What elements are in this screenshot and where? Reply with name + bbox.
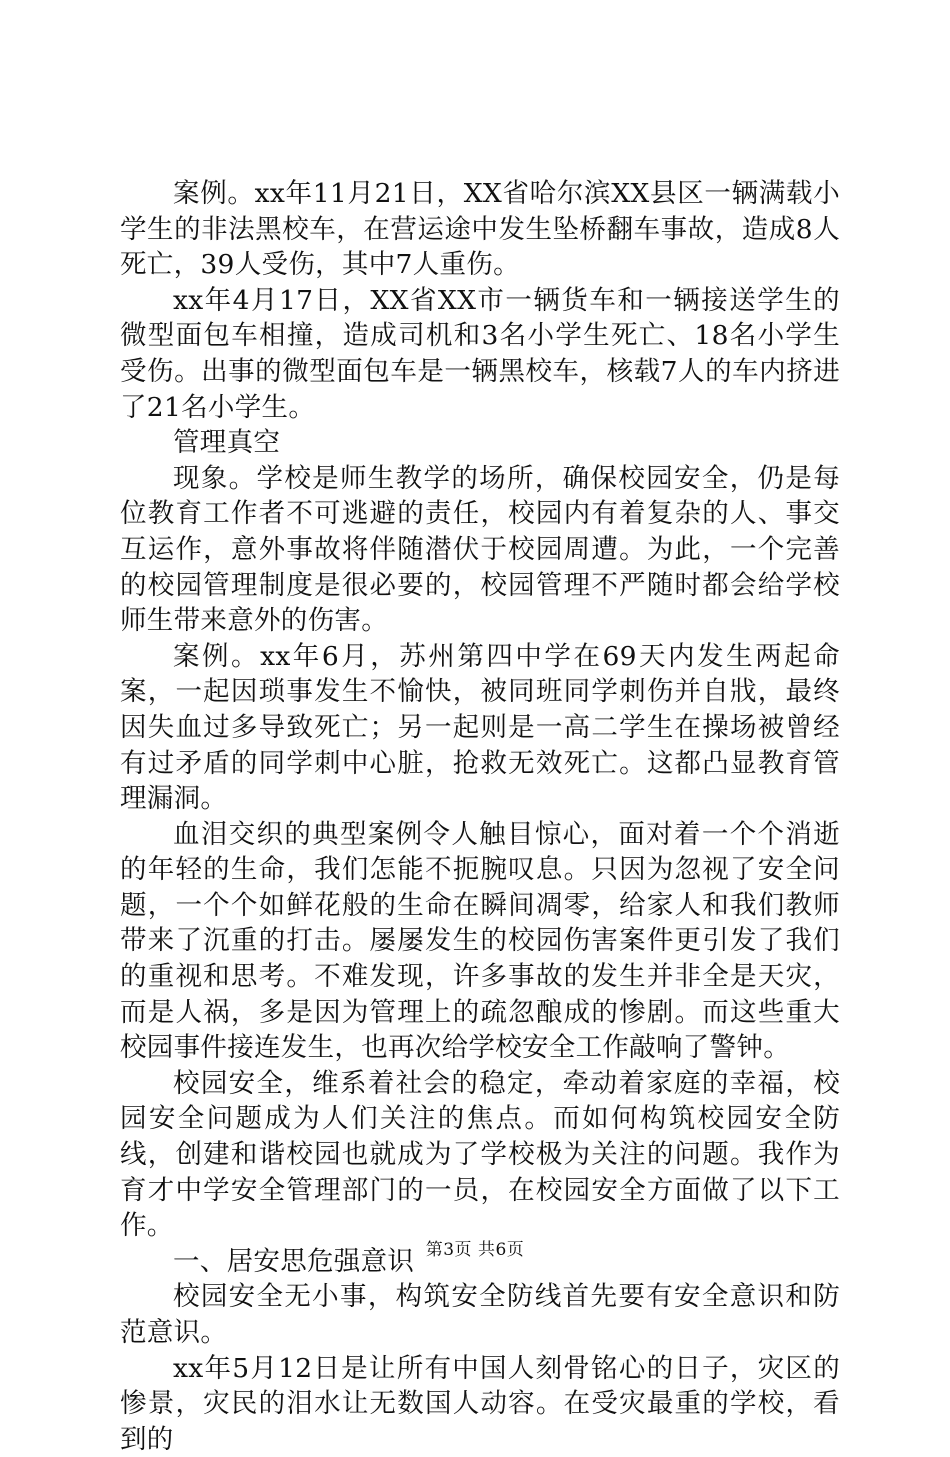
paragraph-phenomenon: 现象。学校是师生教学的场所，确保校园安全，仍是每位教育工作者不可逃避的责任，校园内有着复杂的人、事交互运作，意外事故将伴随潜伏于校园周遭。为此，一个完善的校园管理制度是很必要的，校园管理不严随时都会给学校师生带来意外的伤害。 xyxy=(120,462,840,637)
paragraph-case-minibus: xx年4月17日，XX省XX市一辆货车和一辆接送学生的微型面包车相撞，造成司机和3名小学生死亡、18名小学生受伤。出事的微型面包车是一辆黑校车，核载7人的车内挤进了21名小学生。 xyxy=(120,284,840,423)
paragraph-awareness: 校园安全无小事，构筑安全防线首先要有安全意识和防范意识。 xyxy=(120,1281,840,1348)
paragraph-earthquake: xx年5月12日是让所有中国人刻骨铭心的日子，灾区的惨景，灾民的泪水让无数国人动容。在受灾最重的学校，看到的 xyxy=(120,1352,840,1455)
paragraph-campus-safety: 校园安全，维系着社会的稳定，牵动着家庭的幸福，校园安全问题成为人们关注的焦点。而如何构筑校园安全防线，创建和谐校园也就成为了学校极为关注的问题。我作为育才中学安全管理部门的一员，在校园安全方面做了以下工作。 xyxy=(120,1067,840,1242)
section-heading-management-vacuum: 管理真空 xyxy=(173,427,281,459)
paragraph-case-school-bus: 案例。xx年11月21日，XX省哈尔滨XX县区一辆满载小学生的非法黑校车，在营运途中发生坠桥翻车事故，造成8人死亡，39人受伤，其中7人重伤。 xyxy=(120,178,840,281)
page-number-footer: 第3页 共6页 xyxy=(425,1240,525,1260)
paragraph-reflection: 血泪交织的典型案例令人触目惊心，面对着一个个消逝的年轻的生命，我们怎能不扼腕叹息。只因为忽视了安全问题，一个个如鲜花般的生命在瞬间凋零，给家人和我们教师带来了沉重的打击。屡屡发生的校园伤害案件更引发了我们的重视和思考。不难发现，许多事故的发生并非全是天灾，而是人祸，多是因为管理上的疏忽酿成的惨剧。而这些重大校园事件接连发生，也再次给学校安全工作敲响了警钟。 xyxy=(120,818,840,1064)
paragraph-case-suzhou: 案例。xx年6月，苏州第四中学在69天内发生两起命案，一起因琐事发生不愉快，被同班同学刺伤并自戕，最终因失血过多导致死亡；另一起则是一高二学生在操场被曾经有过矛盾的同学刺中心脏，抢救无效死亡。这都凸显教育管理漏洞。 xyxy=(120,640,840,815)
section-heading-awareness: 一、居安思危强意识 xyxy=(173,1245,415,1277)
document-body xyxy=(120,176,840,1457)
